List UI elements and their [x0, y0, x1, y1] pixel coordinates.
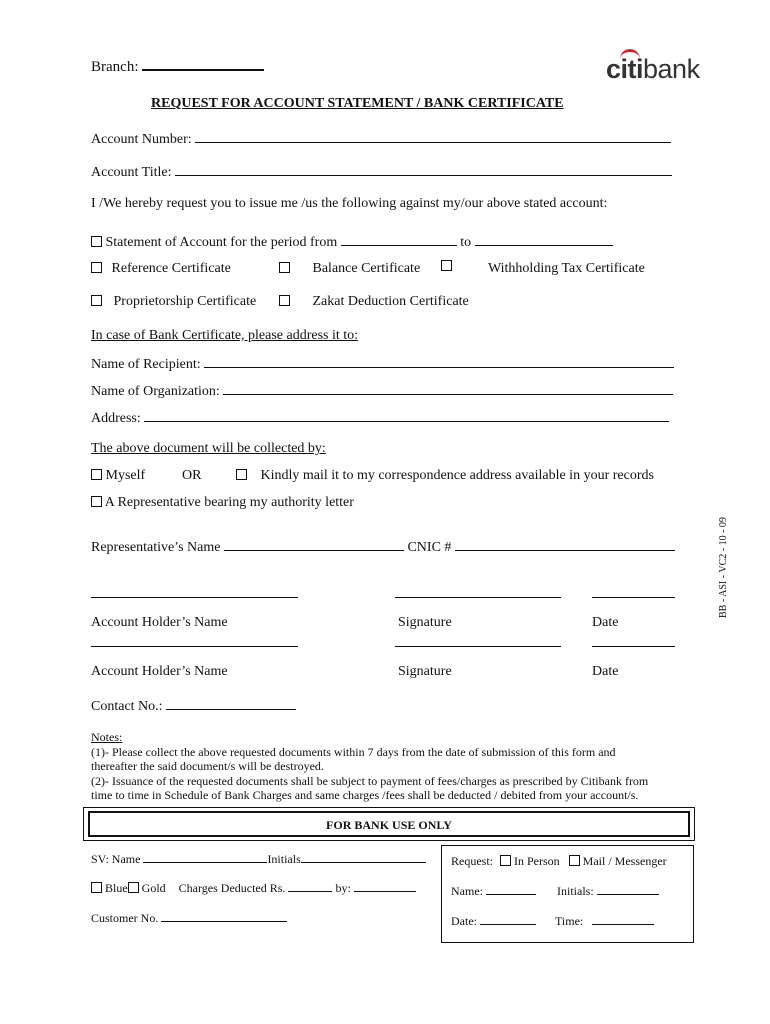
- balance-label: Balance Certificate: [312, 261, 421, 276]
- zakat-checkbox[interactable]: [279, 295, 290, 306]
- charges-label: Charges Deducted Rs.: [178, 881, 286, 895]
- notes-heading: Notes:: [91, 730, 123, 744]
- to-label: to: [460, 235, 472, 250]
- mail-checkbox[interactable]: [236, 469, 247, 480]
- myself-label: Myself: [105, 468, 146, 483]
- address-field[interactable]: [144, 409, 669, 422]
- organization-row: [91, 382, 673, 400]
- or-label: OR: [182, 468, 202, 483]
- gold-checkbox[interactable]: [128, 882, 139, 893]
- request-box: [441, 845, 694, 943]
- address-label: Address:: [91, 411, 141, 426]
- time-field[interactable]: [592, 914, 654, 925]
- account-number-row: [91, 130, 671, 148]
- request-row: [451, 854, 667, 869]
- request-label: Request:: [451, 854, 493, 868]
- time-label: Time:: [555, 914, 584, 928]
- notes-line-3: (2)- Issuance of the requested documents shall be subject to payment of fees/charges as prescribed by Citibank from: [91, 773, 649, 788]
- period-from-field[interactable]: [341, 233, 457, 246]
- proprietorship-option: [91, 294, 256, 310]
- notes-line-2: thereafter the said document/s will be destroyed.: [91, 759, 324, 773]
- cnic-field[interactable]: [455, 538, 675, 551]
- customer-no-field[interactable]: [161, 911, 287, 922]
- holder-name-line-2[interactable]: [91, 646, 298, 647]
- myself-checkbox[interactable]: [91, 469, 102, 480]
- branch-row: [91, 57, 264, 76]
- sv-name-field[interactable]: [143, 852, 267, 863]
- account-title-row: [91, 163, 672, 181]
- by-label: by:: [335, 881, 351, 895]
- date-line-1[interactable]: [592, 597, 675, 598]
- withholding-label: Withholding Tax Certificate: [488, 261, 645, 276]
- recipient-label: Name of Recipient:: [91, 357, 201, 372]
- reference-label: Reference Certificate: [111, 261, 231, 276]
- organization-field[interactable]: [223, 382, 673, 395]
- signature-label-1: Signature: [398, 615, 452, 630]
- representative-checkbox[interactable]: [91, 496, 102, 507]
- date-time-row: [451, 914, 654, 929]
- representative-option: [91, 495, 354, 511]
- name-field[interactable]: [486, 884, 536, 895]
- gold-label: Gold: [141, 881, 166, 895]
- zakat-label: Zakat Deduction Certificate: [312, 294, 469, 309]
- notes: [91, 730, 648, 803]
- recipient-field[interactable]: [204, 355, 674, 368]
- signature-label-2: Signature: [398, 664, 452, 679]
- date-small-label: Date:: [451, 914, 477, 928]
- collection-heading: The above document will be collected by:: [91, 441, 326, 456]
- date-small-field[interactable]: [480, 914, 536, 925]
- form-title: REQUEST FOR ACCOUNT STATEMENT / BANK CERTIFICATE: [151, 96, 564, 111]
- reference-checkbox[interactable]: [91, 262, 102, 273]
- date-label-2: Date: [592, 664, 619, 679]
- logo-citi: citi: [606, 54, 643, 84]
- mail-option: [236, 468, 654, 484]
- card-row: [91, 881, 416, 896]
- recipient-row: [91, 355, 674, 373]
- branch-label: Branch:: [91, 59, 139, 75]
- citibank-logo: [606, 54, 700, 85]
- representative-label: A Representative bearing my authority letter: [104, 495, 354, 510]
- withholding-checkbox-wrap: [441, 259, 452, 275]
- rep-name-field[interactable]: [224, 538, 404, 551]
- mail-label: Kindly mail it to my correspondence address available in your records: [260, 468, 654, 483]
- balance-option: [279, 261, 420, 277]
- bank-use-header-frame: [83, 807, 695, 841]
- statement-option: [91, 233, 613, 251]
- request-intro: I /We hereby request you to issue me /us the following against my/our above stated account:: [91, 196, 608, 211]
- initials-field[interactable]: [301, 852, 426, 863]
- account-number-label: Account Number:: [91, 132, 192, 147]
- statement-checkbox[interactable]: [91, 236, 102, 247]
- logo-arc-icon: [620, 49, 640, 62]
- name-row: [451, 884, 659, 899]
- account-title-field[interactable]: [175, 163, 672, 176]
- initials2-label: Initials:: [557, 884, 594, 898]
- contact-row: [91, 697, 296, 715]
- myself-option: [91, 468, 145, 484]
- customer-no-label: Customer No.: [91, 911, 159, 925]
- representative-row: [91, 538, 675, 556]
- sv-row: [91, 852, 426, 867]
- holder-name-label-2: Account Holder’s Name: [91, 664, 228, 679]
- logo-bank: bank: [643, 54, 700, 84]
- proprietorship-label: Proprietorship Certificate: [113, 294, 257, 309]
- account-title-label: Account Title:: [91, 165, 172, 180]
- mail-messenger-label: Mail / Messenger: [582, 854, 667, 868]
- holder-name-label-1: Account Holder’s Name: [91, 615, 228, 630]
- blue-label: Blue: [105, 881, 128, 895]
- in-person-label: In Person: [514, 854, 560, 868]
- date-line-2[interactable]: [592, 646, 675, 647]
- address-row: [91, 409, 669, 427]
- rep-name-label: Representative’s Name: [91, 540, 221, 555]
- organization-label: Name of Organization:: [91, 384, 220, 399]
- initials2-field[interactable]: [597, 884, 659, 895]
- mail-messenger-checkbox[interactable]: [569, 855, 580, 866]
- charges-field[interactable]: [288, 881, 332, 892]
- bank-use-heading: FOR BANK USE ONLY: [326, 818, 452, 832]
- branch-field[interactable]: [142, 57, 264, 71]
- sv-name-label: SV: Name: [91, 852, 141, 866]
- contact-label: Contact No.:: [91, 699, 163, 714]
- signature-line-2[interactable]: [395, 646, 561, 647]
- by-field[interactable]: [354, 881, 416, 892]
- notes-line-1: (1)- Please collect the above requested documents within 7 days from the date of submission of this form and: [91, 744, 616, 759]
- reference-option: [91, 261, 231, 277]
- form-code: BB - ASI - VC2 - 10 - 09: [718, 517, 729, 618]
- proprietorship-checkbox[interactable]: [91, 295, 102, 306]
- holder-name-line-1[interactable]: [91, 597, 298, 598]
- date-label-1: Date: [592, 615, 619, 630]
- cnic-label: CNIC #: [407, 540, 452, 555]
- statement-label: Statement of Account for the period from: [105, 235, 338, 250]
- period-to-field[interactable]: [475, 233, 613, 246]
- balance-checkbox[interactable]: [279, 262, 290, 273]
- name-label: Name:: [451, 884, 483, 898]
- signature-line-1[interactable]: [395, 597, 561, 598]
- initials-label: Initials: [267, 852, 301, 866]
- withholding-checkbox[interactable]: [441, 260, 452, 271]
- zakat-option: [279, 294, 469, 310]
- notes-line-4: time to time in Schedule of Bank Charges and same charges /fees shall be deducted / debited from your account/s.: [91, 788, 639, 802]
- customer-row: [91, 911, 287, 926]
- bank-cert-heading: In case of Bank Certificate, please address it to:: [91, 328, 359, 343]
- account-number-field[interactable]: [195, 130, 671, 143]
- blue-checkbox[interactable]: [91, 882, 102, 893]
- in-person-checkbox[interactable]: [500, 855, 511, 866]
- contact-field[interactable]: [166, 697, 296, 710]
